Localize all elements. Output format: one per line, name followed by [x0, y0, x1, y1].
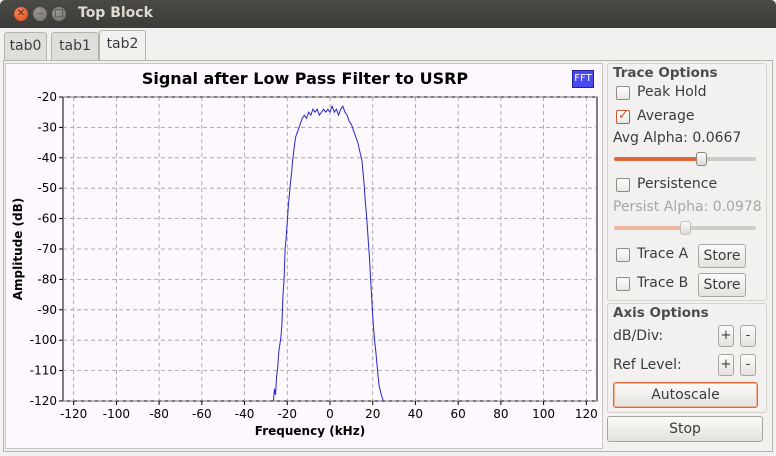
x-tick-label: -60: [192, 407, 212, 421]
y-axis-label: Amplitude (dB): [11, 197, 25, 301]
db-div-label: dB/Div:: [613, 328, 664, 344]
persist-alpha-knob[interactable]: [680, 221, 691, 235]
tab-tab1[interactable]: tab1: [51, 32, 99, 60]
y-tick-label: -50: [37, 181, 57, 196]
avg-alpha-slider[interactable]: [614, 152, 756, 166]
persistence-label: Persistence: [637, 176, 718, 192]
fft-toggle-button[interactable]: FFT: [572, 70, 594, 88]
ref-level-plus-button[interactable]: +: [718, 354, 734, 376]
fft-plot[interactable]: [5, 63, 603, 449]
trace-a-check-icon[interactable]: [616, 248, 630, 262]
minimize-window-button[interactable]: ‒: [33, 7, 47, 21]
average-label: Average: [637, 108, 695, 124]
plot-title: Signal after Low Pass Filter to USRP: [141, 69, 469, 88]
y-tick-label: -40: [37, 150, 57, 165]
ref-level-minus-button[interactable]: -: [740, 354, 756, 376]
x-tick-label: 60: [450, 407, 466, 421]
avg-alpha-fill: [614, 157, 702, 161]
title-bar: [0, 0, 776, 28]
window-title: Top Block: [78, 5, 153, 21]
x-tick-label: -40: [234, 407, 255, 421]
y-tick-label: -110: [29, 363, 57, 378]
y-tick-label: -90: [37, 302, 57, 317]
trace-options-group: [607, 63, 767, 301]
y-tick-label: -60: [37, 211, 57, 226]
x-tick-label: 0: [326, 407, 334, 421]
persist-alpha-label: Persist Alpha: 0.0978: [613, 199, 762, 215]
tab-tab2[interactable]: tab2: [99, 30, 146, 61]
trace-b-label: Trace B: [637, 275, 689, 291]
avg-alpha-label: Avg Alpha: 0.0667: [613, 130, 742, 146]
trace-options-title: Trace Options: [613, 65, 718, 81]
x-tick-label: -20: [277, 407, 298, 421]
x-tick-label: -100: [102, 407, 131, 421]
x-tick-label: 20: [365, 407, 381, 421]
db-div-plus-button[interactable]: +: [718, 325, 734, 347]
persist-alpha-fill: [614, 226, 685, 230]
maximize-window-button[interactable]: □: [52, 7, 66, 21]
y-tick-label: -100: [29, 333, 57, 348]
trace-a-label: Trace A: [637, 246, 689, 262]
x-tick-label: -80: [149, 407, 169, 421]
trace-a-store-button[interactable]: Store: [698, 244, 746, 268]
close-window-button[interactable]: ✕: [14, 7, 28, 21]
persist-alpha-slider[interactable]: [614, 221, 756, 235]
x-tick-label: 80: [493, 407, 509, 421]
x-tick-label: 120: [574, 407, 598, 421]
trace-b-store-button[interactable]: Store: [698, 273, 746, 297]
x-axis-label: Frequency (kHz): [254, 424, 366, 438]
y-tick-label: -30: [37, 120, 57, 135]
axis-options-group: [607, 303, 767, 413]
y-tick-label: -120: [29, 394, 57, 408]
db-div-minus-button[interactable]: -: [740, 325, 756, 347]
persistence-check-icon[interactable]: [616, 178, 630, 192]
trace-b-check-icon[interactable]: [616, 277, 630, 291]
axis-options-title: Axis Options: [613, 305, 709, 321]
fft-chart: [6, 64, 604, 450]
x-tick-label: 40: [407, 407, 424, 421]
y-tick-label: -20: [37, 90, 57, 104]
stop-button[interactable]: Stop: [607, 416, 763, 442]
average-check-icon[interactable]: [616, 110, 630, 124]
peak-hold-check-icon[interactable]: [616, 86, 630, 100]
y-tick-label: -80: [37, 272, 57, 287]
y-tick-label: -70: [37, 242, 57, 256]
peak-hold-label: Peak Hold: [637, 84, 707, 100]
x-tick-label: 100: [532, 407, 556, 421]
autoscale-button[interactable]: Autoscale: [613, 382, 758, 408]
avg-alpha-knob[interactable]: [696, 152, 707, 166]
tab-tab0[interactable]: tab0: [4, 32, 47, 60]
x-tick-label: -120: [60, 407, 88, 421]
ref-level-label: Ref Level:: [613, 357, 682, 373]
